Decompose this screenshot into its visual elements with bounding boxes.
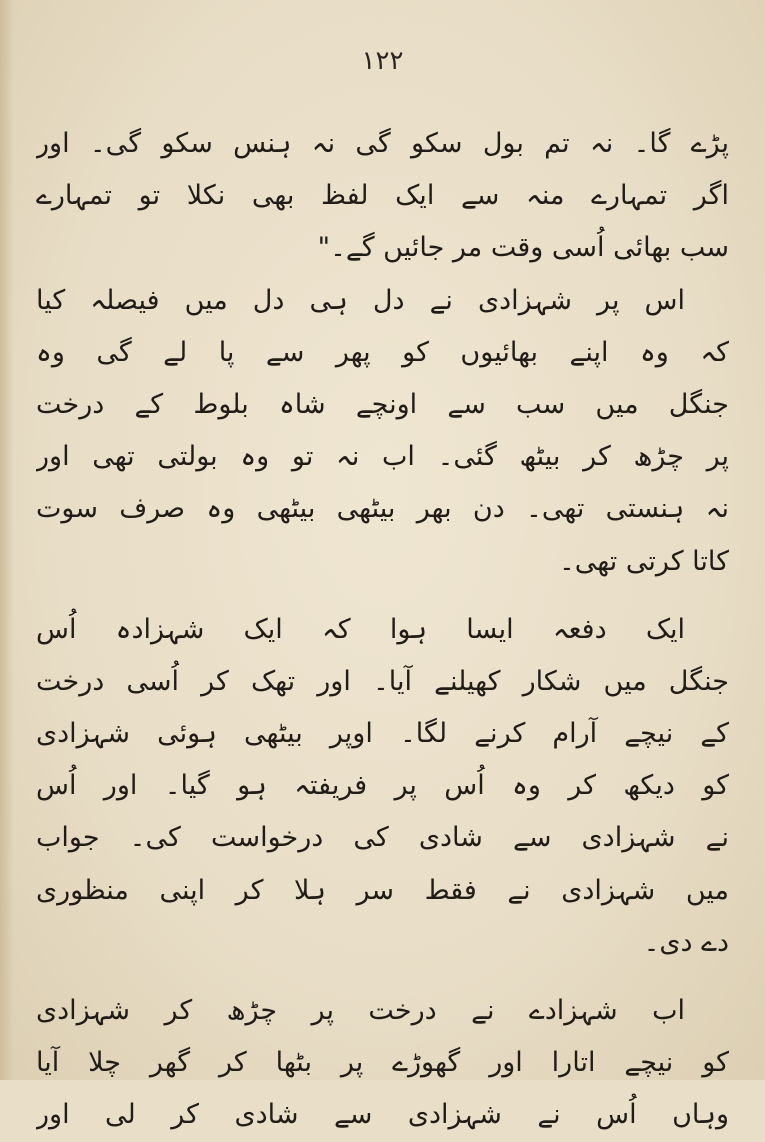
text-line: کہ وہ اپنے بھائیوں کو پھر سے پا لے گی وہ: [36, 336, 729, 368]
text-line: اس پر شہزادی نے دل ہی دل میں فیصلہ کیا: [36, 284, 685, 316]
text-line: دے دی۔: [643, 926, 729, 958]
text-line: کو دیکھ کر وہ اُس پر فریفتہ ہو گیا۔ اور اُس: [36, 770, 729, 802]
text-line: کے نیچے آرام کرنے لگا۔ اوپر بیٹھی ہوئی شہزادی: [36, 718, 729, 750]
text-line: پڑے گا۔ نہ تم بول سکو گی نہ ہنس سکو گی۔ اور: [36, 128, 729, 159]
page-edge-shadow: [0, 0, 14, 1080]
text-line: وہاں اُس نے شہزادی سے شادی کر لی اور: [36, 1099, 729, 1131]
text-line: نے شہزادی سے شادی کی درخواست کی۔ جواب: [36, 822, 729, 854]
text-line: ایک دفعہ ایسا ہوا کہ ایک شہزادہ اُس: [36, 613, 685, 645]
text-line: میں شہزادی نے فقط سر ہلا کر اپنی منظوری: [36, 874, 729, 906]
text-line: کاتا کرتی تھی۔: [558, 545, 729, 577]
text-line: اگر تمہارے منہ سے ایک لفظ بھی نکلا تو تمہارے: [36, 180, 729, 212]
page-number: ۱۲۲: [361, 46, 404, 76]
body-text: [36, 118, 729, 1142]
text-line: جنگل میں سب سے اونچے شاہ بلوط کے درخت: [36, 388, 729, 420]
text-line: نہ ہنستی تھی۔ دن بھر بیٹھی بیٹھی وہ صرف سوت: [36, 493, 729, 525]
text-line: جنگل میں شکار کھیلنے آیا۔ اور تھک کر اُسی درخت: [36, 665, 729, 697]
text-line: کو نیچے اتارا اور گھوڑے پر بٹھا کر گھر چلا آیا: [36, 1047, 729, 1079]
text-line: پر چڑھ کر بیٹھ گئی۔ اب نہ تو وہ بولتی تھی اور: [36, 441, 729, 473]
text-line: اب شہزادے نے درخت پر چڑھ کر شہزادی: [36, 995, 685, 1026]
text-line: سب بھائی اُسی وقت مر جائیں گے۔": [317, 232, 729, 264]
